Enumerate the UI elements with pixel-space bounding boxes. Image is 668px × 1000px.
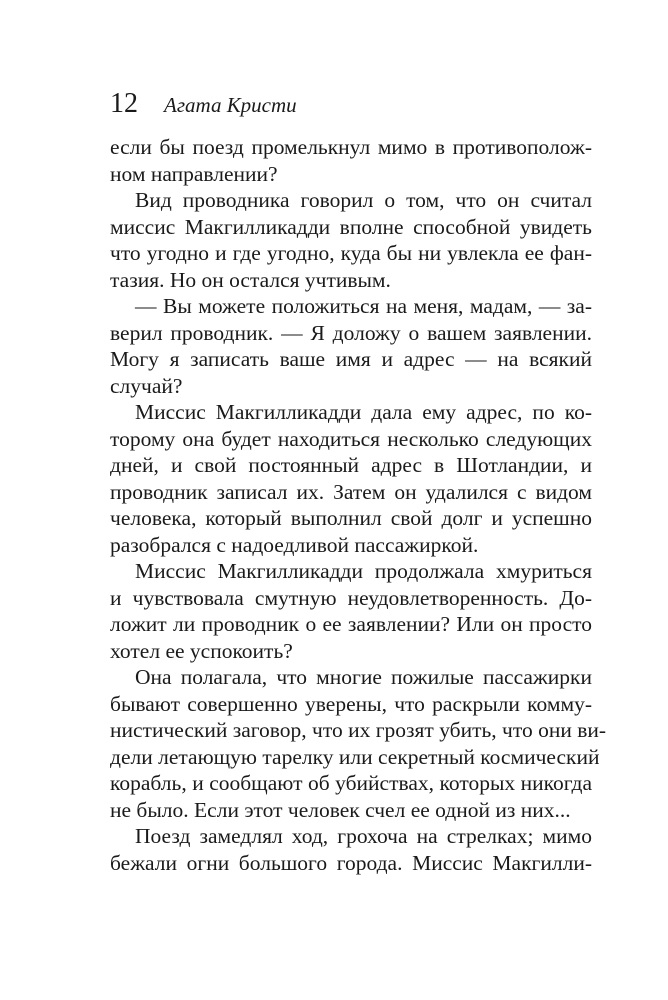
text-line: человека, который выполнил свой долг и успешно (110, 506, 592, 530)
text-line: дней, и свой постоянный адрес в Шотландии, и (110, 453, 592, 477)
body-text (110, 134, 607, 876)
text-line: Она полагала, что многие пожилые пассажирки (135, 665, 592, 689)
text-line: Поезд замедлял ход, грохоча на стрелках; мимо (135, 824, 592, 848)
text-line: торому она будет находиться несколько следующих (110, 426, 592, 451)
text-line: ложит ли проводник о ее заявлении? Или он просто (110, 612, 592, 636)
text-line: разобрался с надоедливой пассажиркой. (110, 532, 479, 557)
text-line: нистический заговор, что их грозят убить, что они ви- (110, 718, 607, 742)
text-line: тазия. Но он остался учтивым. (110, 267, 391, 292)
text-line: дели летающую тарелку или секретный космический (110, 744, 600, 769)
text-line: хотел ее успокоить? (110, 638, 293, 663)
text-line: бывают совершенно уверены, что раскрыли комму- (110, 691, 592, 716)
text-line: не было. Если этот человек счел ее одной из них... (110, 797, 571, 822)
text-line: верил проводник. — Я доложу о вашем заявлении. (110, 320, 592, 345)
text-line: что угодно и где угодно, куда бы ни увлекла ее фан- (110, 241, 592, 265)
text-line: ном направлении? (110, 161, 278, 186)
text-line: случай? (110, 373, 183, 398)
text-line: Вид проводника говорил о том, что он считал (135, 188, 592, 212)
text-line: и чувствовала смутную неудовлетворенность. До- (110, 585, 592, 610)
text-line: если бы поезд промелькнул мимо в противополож- (110, 135, 592, 159)
text-line: проводник записал их. Затем он удалился с видом (110, 479, 592, 504)
text-line: миссис Макгилликадди вполне способной увидеть (110, 214, 592, 239)
text-line: Миссис Макгилликадди дала ему адрес, по ко- (135, 400, 592, 424)
page-header (110, 86, 297, 122)
text-line: корабль, и сообщают об убийствах, которых никогда (110, 771, 592, 795)
text-line: — Вы можете положиться на меня, мадам, — за- (135, 294, 592, 318)
running-title-author: Агата Кристи (164, 93, 297, 117)
page-number: 12 (110, 88, 138, 119)
text-line: Миссис Макгилликадди продолжала хмуриться (135, 559, 592, 583)
text-line: бежали огни большого города. Миссис Макгилли- (110, 850, 592, 875)
text-line: Могу я записать ваше имя и адрес — на всякий (110, 347, 592, 371)
